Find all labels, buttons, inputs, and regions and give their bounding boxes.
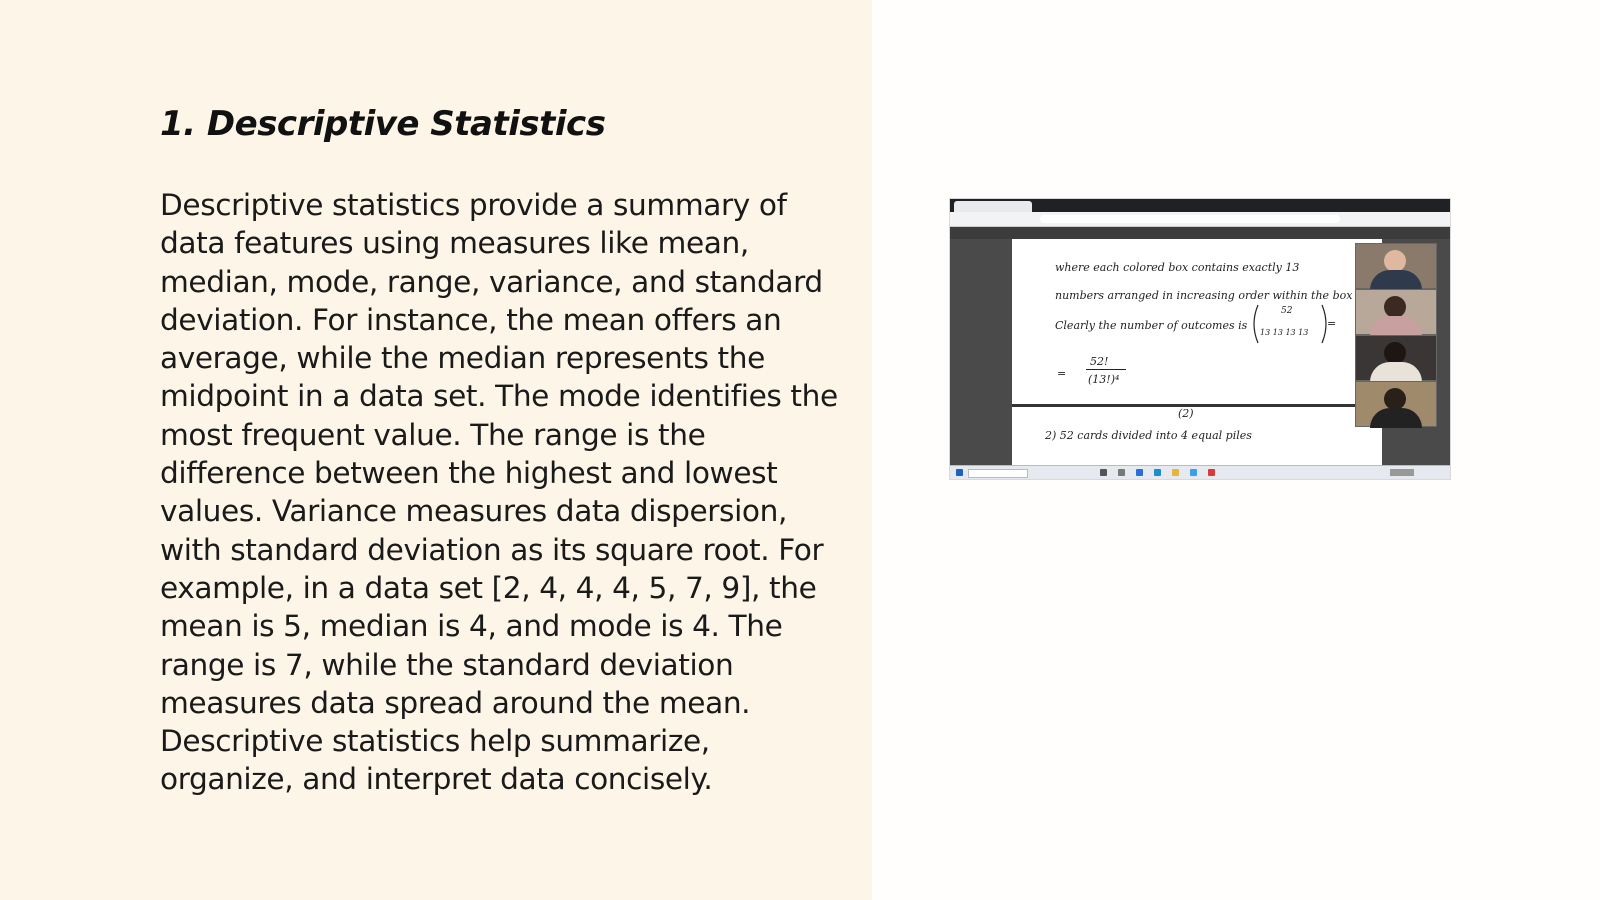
start-icon bbox=[956, 469, 963, 476]
viewer-toolbar bbox=[950, 227, 1450, 239]
os-taskbar bbox=[950, 465, 1450, 479]
taskbar-app-icon bbox=[1118, 469, 1125, 476]
participant-head bbox=[1384, 296, 1406, 318]
factorial-numerator: 52! bbox=[1090, 355, 1109, 368]
handwriting-line: 2) 52 cards divided into 4 equal piles bbox=[1045, 429, 1252, 442]
slide-title: 1. Descriptive Statistics bbox=[160, 104, 606, 144]
taskbar-search-box bbox=[968, 469, 1028, 478]
factorial-denominator: (13!)⁴ bbox=[1088, 373, 1120, 386]
url-field bbox=[1040, 215, 1340, 223]
participant-head bbox=[1384, 250, 1406, 272]
participant-body bbox=[1370, 270, 1422, 290]
taskbar-app-icon bbox=[1190, 469, 1197, 476]
browser-tab bbox=[954, 201, 1032, 212]
equals-sign: = bbox=[1057, 367, 1067, 380]
taskbar-app-icon bbox=[1136, 469, 1143, 476]
taskbar-app-icon bbox=[1100, 469, 1107, 476]
participant-body bbox=[1370, 362, 1422, 382]
multinomial-bottom: 13 13 13 13 bbox=[1260, 328, 1309, 337]
participant-video-tile bbox=[1355, 335, 1437, 381]
equals-sign: = bbox=[1327, 317, 1337, 330]
participant-video-tile bbox=[1355, 381, 1437, 427]
participant-body bbox=[1370, 408, 1422, 428]
taskbar-app-icon bbox=[1172, 469, 1179, 476]
video-call-screenshot bbox=[950, 199, 1450, 479]
multinomial-top: 52 bbox=[1281, 306, 1293, 316]
participant-body bbox=[1370, 316, 1422, 336]
browser-tab-bar bbox=[950, 199, 1450, 212]
taskbar-app-icon bbox=[1208, 469, 1215, 476]
page-divider bbox=[1012, 404, 1382, 407]
taskbar-clock bbox=[1390, 469, 1414, 476]
viewer-left-margin bbox=[950, 239, 1012, 466]
handwriting-line: numbers arranged in increasing order within the box bbox=[1055, 289, 1353, 302]
handwriting-line: where each colored box contains exactly 13 bbox=[1055, 261, 1300, 274]
browser-address-bar bbox=[950, 212, 1450, 227]
participant-video-tile bbox=[1355, 289, 1437, 335]
handwriting-line: Clearly the number of outcomes is bbox=[1055, 319, 1248, 332]
taskbar-app-icon bbox=[1154, 469, 1161, 476]
participant-video-tile bbox=[1355, 243, 1437, 289]
slide-body-text: Descriptive statistics provide a summary of data features using measures like mean, median, mode, range, variance, and standard deviation. For instance, the mean offers an average, while the median represents the midpoint in a data set. The mode identifies the most frequent value. The range is the difference between the highest and lowest values. Variance measures data dispersion, with standard deviation as its square root. For example, in a data set [2, 4, 4, 4, 5, 7, 9], the mean is 5, median is 4, and mode is 4. The range is 7, while the standard deviation measures data spread around the mean. Descriptive statistics help summarize, organize, and interpret data concisely. bbox=[160, 188, 838, 797]
page-number-label: (2) bbox=[1178, 407, 1194, 420]
participant-head bbox=[1384, 342, 1406, 364]
fraction-bar bbox=[1086, 369, 1126, 370]
participant-head bbox=[1384, 388, 1406, 410]
